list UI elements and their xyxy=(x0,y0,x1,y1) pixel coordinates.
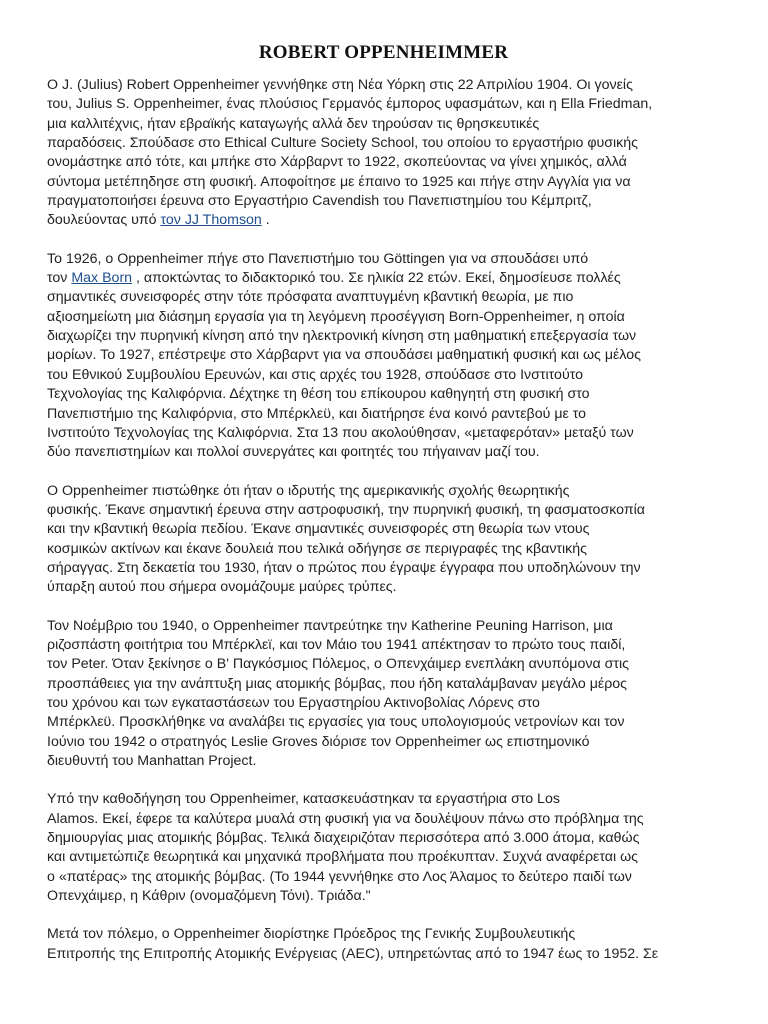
paragraph-1-tail: . xyxy=(261,212,270,229)
jj-thomson-link[interactable]: τον JJ Thomson xyxy=(160,212,262,229)
paragraph-2-lead: Το 1926, ο Oppenheimer πήγε στο Πανεπιστήμιο του Göttingen για να σπουδάσει υπό τον xyxy=(47,250,589,287)
page-title: ROBERT OPPENHEIMMER xyxy=(258,42,509,63)
paragraph-1 xyxy=(47,76,720,231)
paragraph-2-text: , αποκτώντας το διδακτορικό του. Σε ηλικία 22 ετών. Εκεί, δημοσίευσε πολλές σημαντικές συνεισφορές στην τότε πρόσφατα αναπτυγμένη κβαντική θεωρία, με πιο αξιοσημείωτη μια διάσημη εργασία για τη λεγόμενη προσέγγιση Born-Oppenheimer, η οποία διαχωρίζει την πυρηνική κίνηση από την ηλεκτρονική κίνηση στη μαθηματική επεξεργασία των μορίων. Το 1927, επέστρεψε στο Χάρβαρντ για να σπουδάσει μαθηματική φυσική και ως μέλος του Εθνικού Συμβουλίου Ερευνών, και στις αρχές του 1928, σπούδασε στο Ινστιτούτο Τεχνολογίας της Καλιφόρνια. Δέχτηκε τη θέση του επίκουρου καθηγητή στη φυσική στο Πανεπιστήμιο της Καλιφόρνια, στο Μπέρκλεϋ, και διατήρησε ένα κοινό ραντεβού με το Ινστιτούτο Τεχνολογίας της Καλιφόρνια. Στα 13 που ακολούθησαν, «μεταφερόταν» μεταξύ των δύο πανεπιστημίων και πολλοί συνεργάτες και φοιτητές του πήγαιναν μαζί του. xyxy=(47,270,641,461)
paragraph-6: Μετά τον πόλεμο, ο Oppenheimer διορίστηκε Πρόεδρος της Γενικής Συμβουλευτικής Επιτροπής της Επιτροπής Ατομικής Ενέργειας (AEC), υπηρετώντας από το 1947 έως το 1952. Σε xyxy=(47,926,659,962)
max-born-link[interactable]: Max Born xyxy=(71,270,133,287)
paragraph-2 xyxy=(47,250,720,463)
paragraph-3: Ο Oppenheimer πιστώθηκε ότι ήταν ο ιδρυτής της αμερικανικής σχολής θεωρητικής φυσικής. Έκανε σημαντική έρευνα στην αστροφυσική, την πυρηνική φυσική, τη φασματοσκοπία και την κβαντική θεωρία πεδίου. Έκανε σημαντικές συνεισφορές στη θεωρία των ντους κοσμικών ακτίνων και έκανε δουλειά που τελικά οδήγησε σε περιγραφές της κβαντικής σήραγγας. Στη δεκαετία του 1930, ήταν ο πρώτος που έγραψε έγγραφα που υποδηλώνουν την ύπαρξη αυτού που σήμερα ονομάζουμε μαύρες τρύπες. xyxy=(47,482,645,596)
paragraph-1-text: Ο J. (Julius) Robert Oppenheimer γεννήθηκε στη Νέα Υόρκη στις 22 Απριλίου 1904. Οι γονείς του, Julius S. Oppenheimer, ένας πλούσιος Γερμανός έμπορος υφασμάτων, και η Ella Friedman, μια καλλιτέχνις, ήταν εβραϊκής καταγωγής αλλά δεν τηρούσαν τις θρησκευτικές παραδόσεις. Σπούδασε στο Ethical Culture Society School, του οποίου το εργαστήριο φυσικής ονομάστηκε από τότε, και μπήκε στο Χάρβαρντ το 1922, σκοπεύοντας να γίνει χημικός, αλλά σύντομα μετέπηδησε στη φυσική. Αποφοίτησε με έπαινο το 1925 και πήγε στην Αγγλία για να πραγματοποιήσει έρευνα στο Εργαστήριο Cavendish του Πανεπιστημίου του Κέμπριτζ, δουλεύοντας υπό xyxy=(47,77,653,229)
paragraph-5: Υπό την καθοδήγηση του Oppenheimer, κατασκευάστηκαν τα εργαστήρια στο Los Alamos. Εκεί, έφερε τα καλύτερα μυαλά στη φυσική για να δουλέψουν πάνω στο πρόβλημα της δημιουργίας μιας ατομικής βόμβας. Τελικά διαχειριζόταν περισσότερα από 3.000 άτομα, καθώς και αντιμετώπιζε θεωρητικά και μηχανικά προβλήματα που προέκυπταν. Συχνά αναφέρεται ως ο «πατέρας» της ατομικής βόμβας. (Το 1944 γεννήθηκε στο Λος Άλαμος το δεύτερο παιδί των Οπενχάιμερ, η Κάθριν (ονομαζόμενη Τόνι). Τριάδα." xyxy=(47,791,644,905)
paragraph-4: Τον Νοέμβριο του 1940, ο Oppenheimer παντρεύτηκε την Katherine Peuning Harrison, μια ριζοσπάστη φοιτήτρια του Μπέρκλεϊ, και τον Μάιο του 1941 απέκτησαν το πρώτο τους παιδί, τον Peter. Όταν ξεκίνησε ο Β' Παγκόσμιος Πόλεμος, ο Οπενχάιμερ ενεπλάκη ανυπόμονα στις προσπάθειες για την ανάπτυξη μιας ατομικής βόμβας, που ήδη καταλάμβαναν μεγάλο μέρος του χρόνου και των εγκαταστάσεων του Εργαστηρίου Ακτινοβολίας Λόρενς στο Μπέρκλεϋ. Προσκλήθηκε να αναλάβει τις εργασίες για τους υπολογισμούς νετρονίων και τον Ιούνιο του 1942 ο στρατηγός Leslie Groves διόρισε τον Oppenheimer ως επιστημονικό διευθυντή του Manhattan Project. xyxy=(47,617,629,769)
